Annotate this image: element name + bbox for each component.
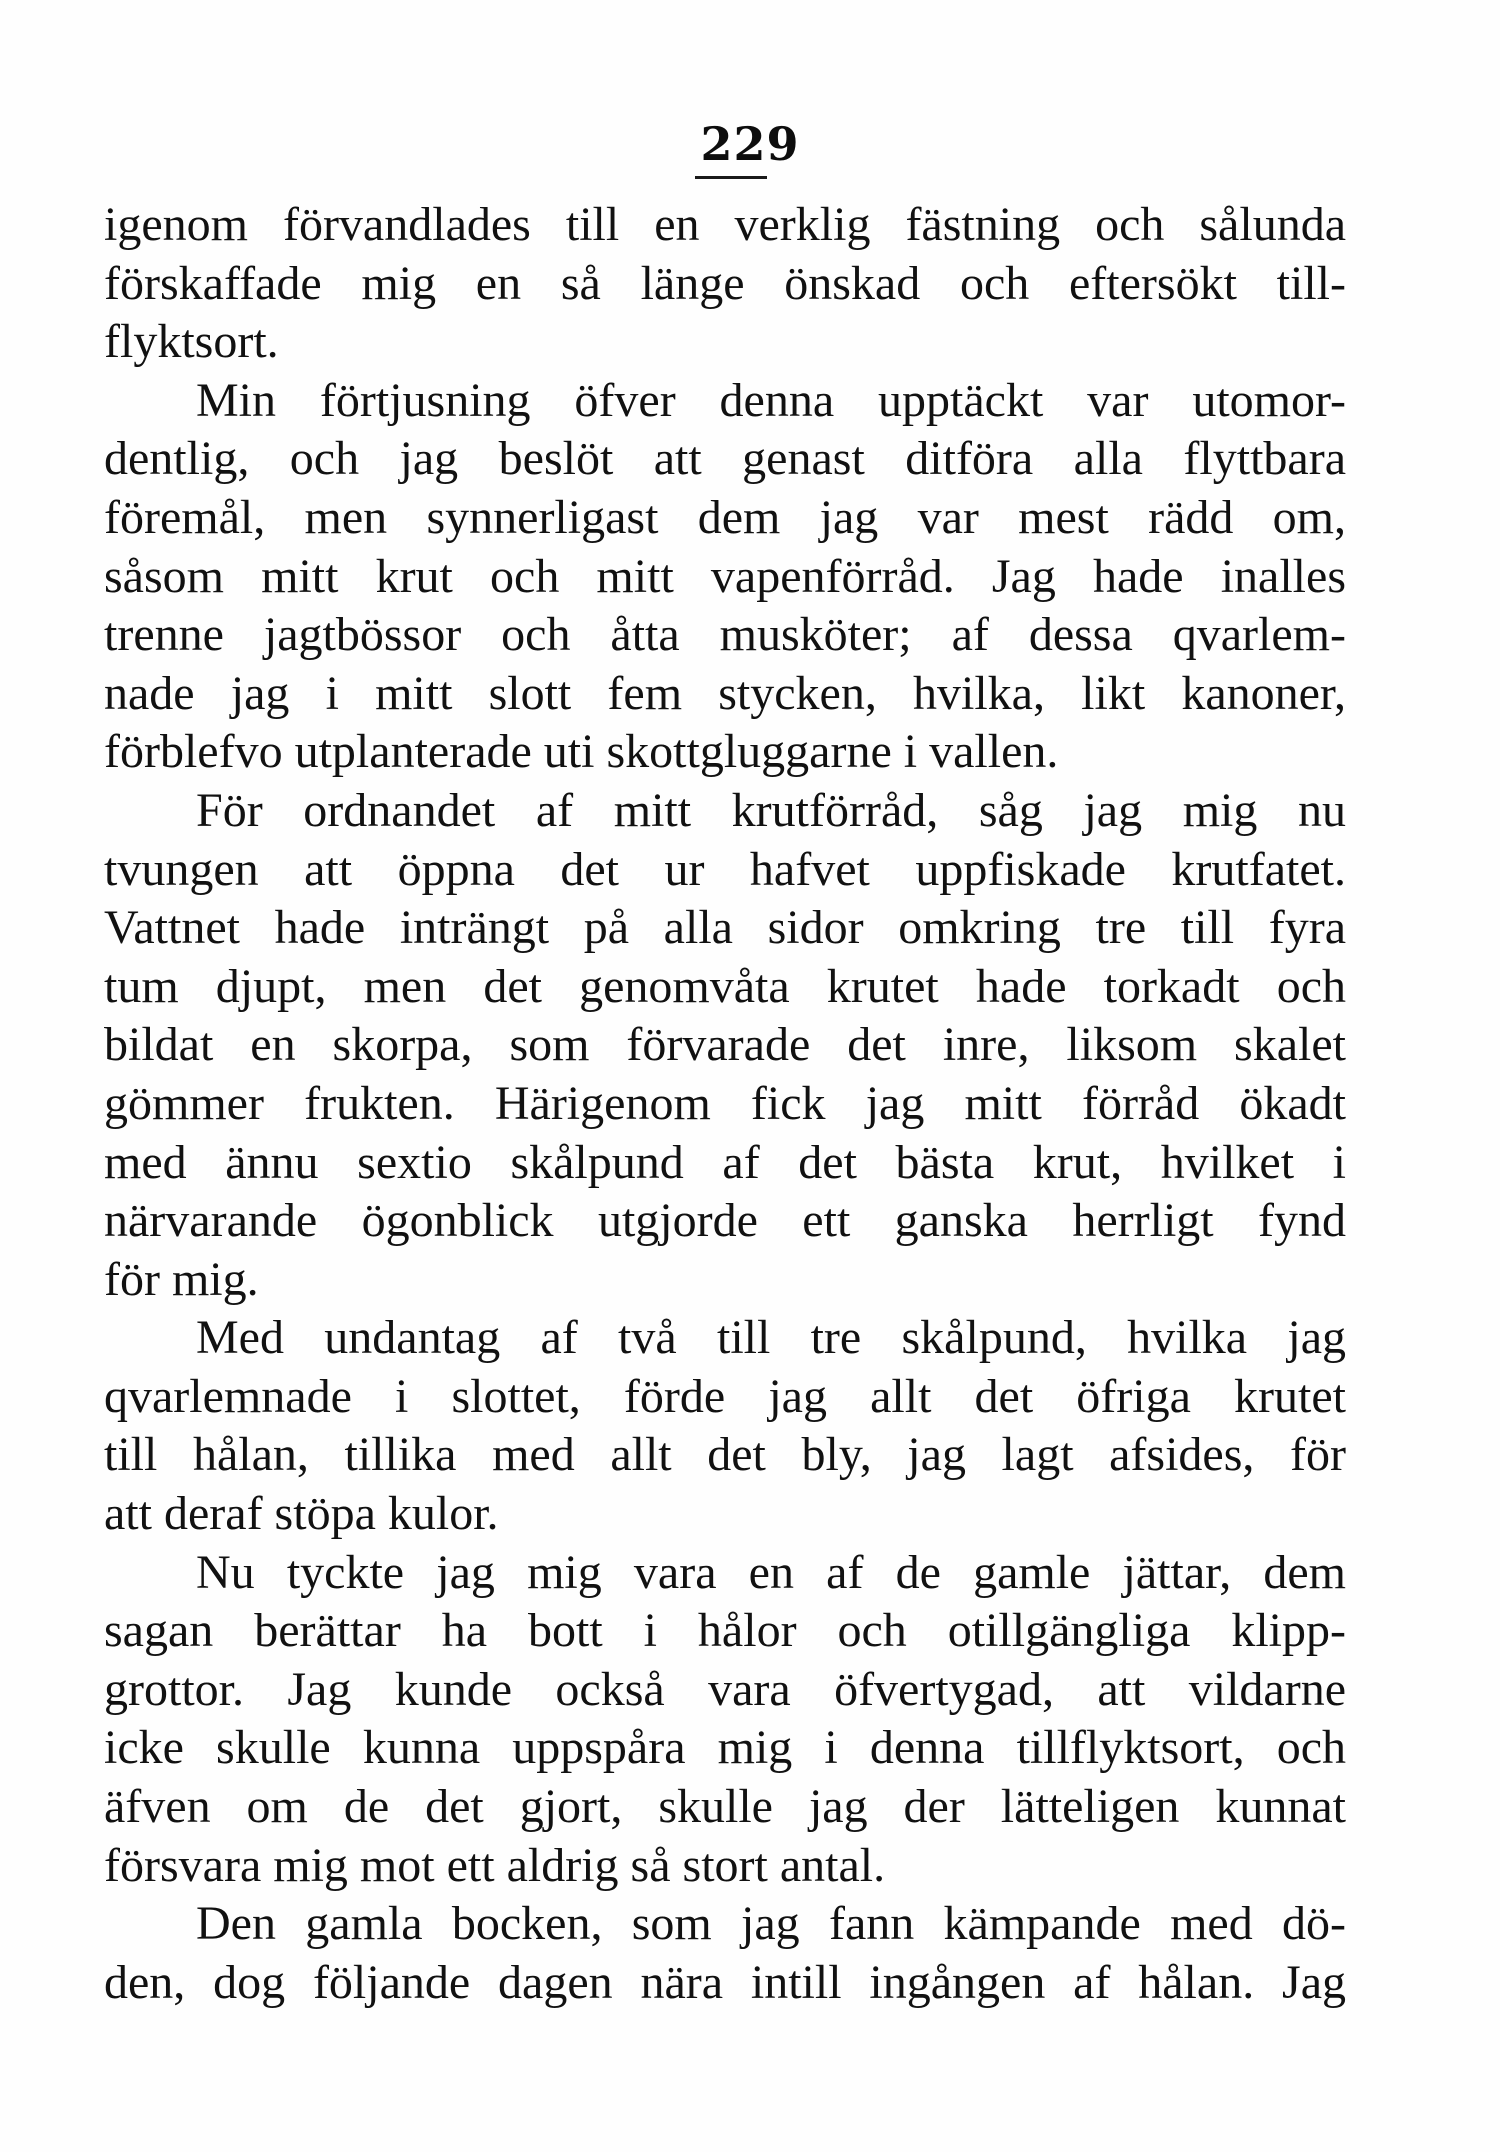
- text-line: Nu tyckte jag mig vara en af de gamle jättar, dem: [196, 1545, 1346, 1599]
- text-line: Den gamla bocken, som jag fann kämpande med dö-: [196, 1897, 1346, 1951]
- text-line: grottor. Jag kunde också vara öfvertygad, att vildarne: [104, 1662, 1346, 1716]
- header-rule: [695, 176, 767, 179]
- text-line: att deraf stöpa kulor.: [104, 1487, 499, 1541]
- text-line: gömmer frukten. Härigenom fick jag mitt förråd ökadt: [104, 1076, 1346, 1130]
- text-line: Min förtjusning öfver denna upptäckt var utomor-: [196, 373, 1346, 427]
- text-line: Vattnet hade inträngt på alla sidor omkring tre till fyra: [104, 901, 1346, 955]
- text-line: förskaffade mig en så länge önskad och eftersökt till-: [104, 256, 1346, 310]
- text-line: bildat en skorpa, som förvarade det inre, liksom skalet: [104, 1018, 1346, 1072]
- text-line: såsom mitt krut och mitt vapenförråd. Jag hade inalles: [104, 549, 1346, 603]
- text-line: För ordnandet af mitt krutförråd, såg jag mig nu: [196, 783, 1346, 837]
- text-line: för mig.: [104, 1252, 259, 1306]
- body-text: [104, 196, 1346, 2012]
- text-line: igenom förvandlades till en verklig fästning och sålunda: [104, 198, 1346, 251]
- text-line: trenne jagtbössor och åtta musköter; af dessa qvarlem-: [104, 608, 1346, 662]
- text-line: närvarande ögonblick utgjorde ett ganska herrligt fynd: [104, 1194, 1346, 1248]
- text-line: till hålan, tillika med allt det bly, jag lagt afsides, för: [104, 1428, 1346, 1482]
- text-line: tum djupt, men det genomvåta krutet hade torkadt och: [104, 959, 1346, 1013]
- text-line: sagan berättar ha bott i hålor och otillgängliga klipp-: [104, 1604, 1346, 1658]
- text-line: dentlig, och jag beslöt att genast ditföra alla flyttbara: [104, 432, 1346, 486]
- text-line: Med undantag af två till tre skålpund, hvilka jag: [196, 1311, 1346, 1365]
- text-line: den, dog följande dagen nära intill ingången af hålan. Jag: [104, 1955, 1346, 2009]
- text-line: nade jag i mitt slott fem stycken, hvilka, likt kanoner,: [104, 666, 1346, 720]
- text-line: förblefvo utplanterade uti skottgluggarne i vallen.: [104, 725, 1059, 779]
- text-line: föremål, men synnerligast dem jag var mest rädd om,: [104, 490, 1346, 544]
- text-line: tvungen att öppna det ur hafvet uppfiskade krutfatet.: [104, 842, 1346, 896]
- text-line: flyktsort.: [104, 315, 279, 369]
- text-line: försvara mig mot ett aldrig så stort antal.: [104, 1838, 886, 1892]
- text-line: äfven om de det gjort, skulle jag der lätteligen kunnat: [104, 1780, 1346, 1834]
- text-line: med ännu sextio skålpund af det bästa krut, hvilket i: [104, 1135, 1346, 1189]
- page-number: 229: [700, 117, 800, 171]
- text-line: icke skulle kunna uppspåra mig i denna tillflyktsort, och: [104, 1721, 1346, 1775]
- text-line: qvarlemnade i slottet, förde jag allt det öfriga krutet: [104, 1369, 1346, 1423]
